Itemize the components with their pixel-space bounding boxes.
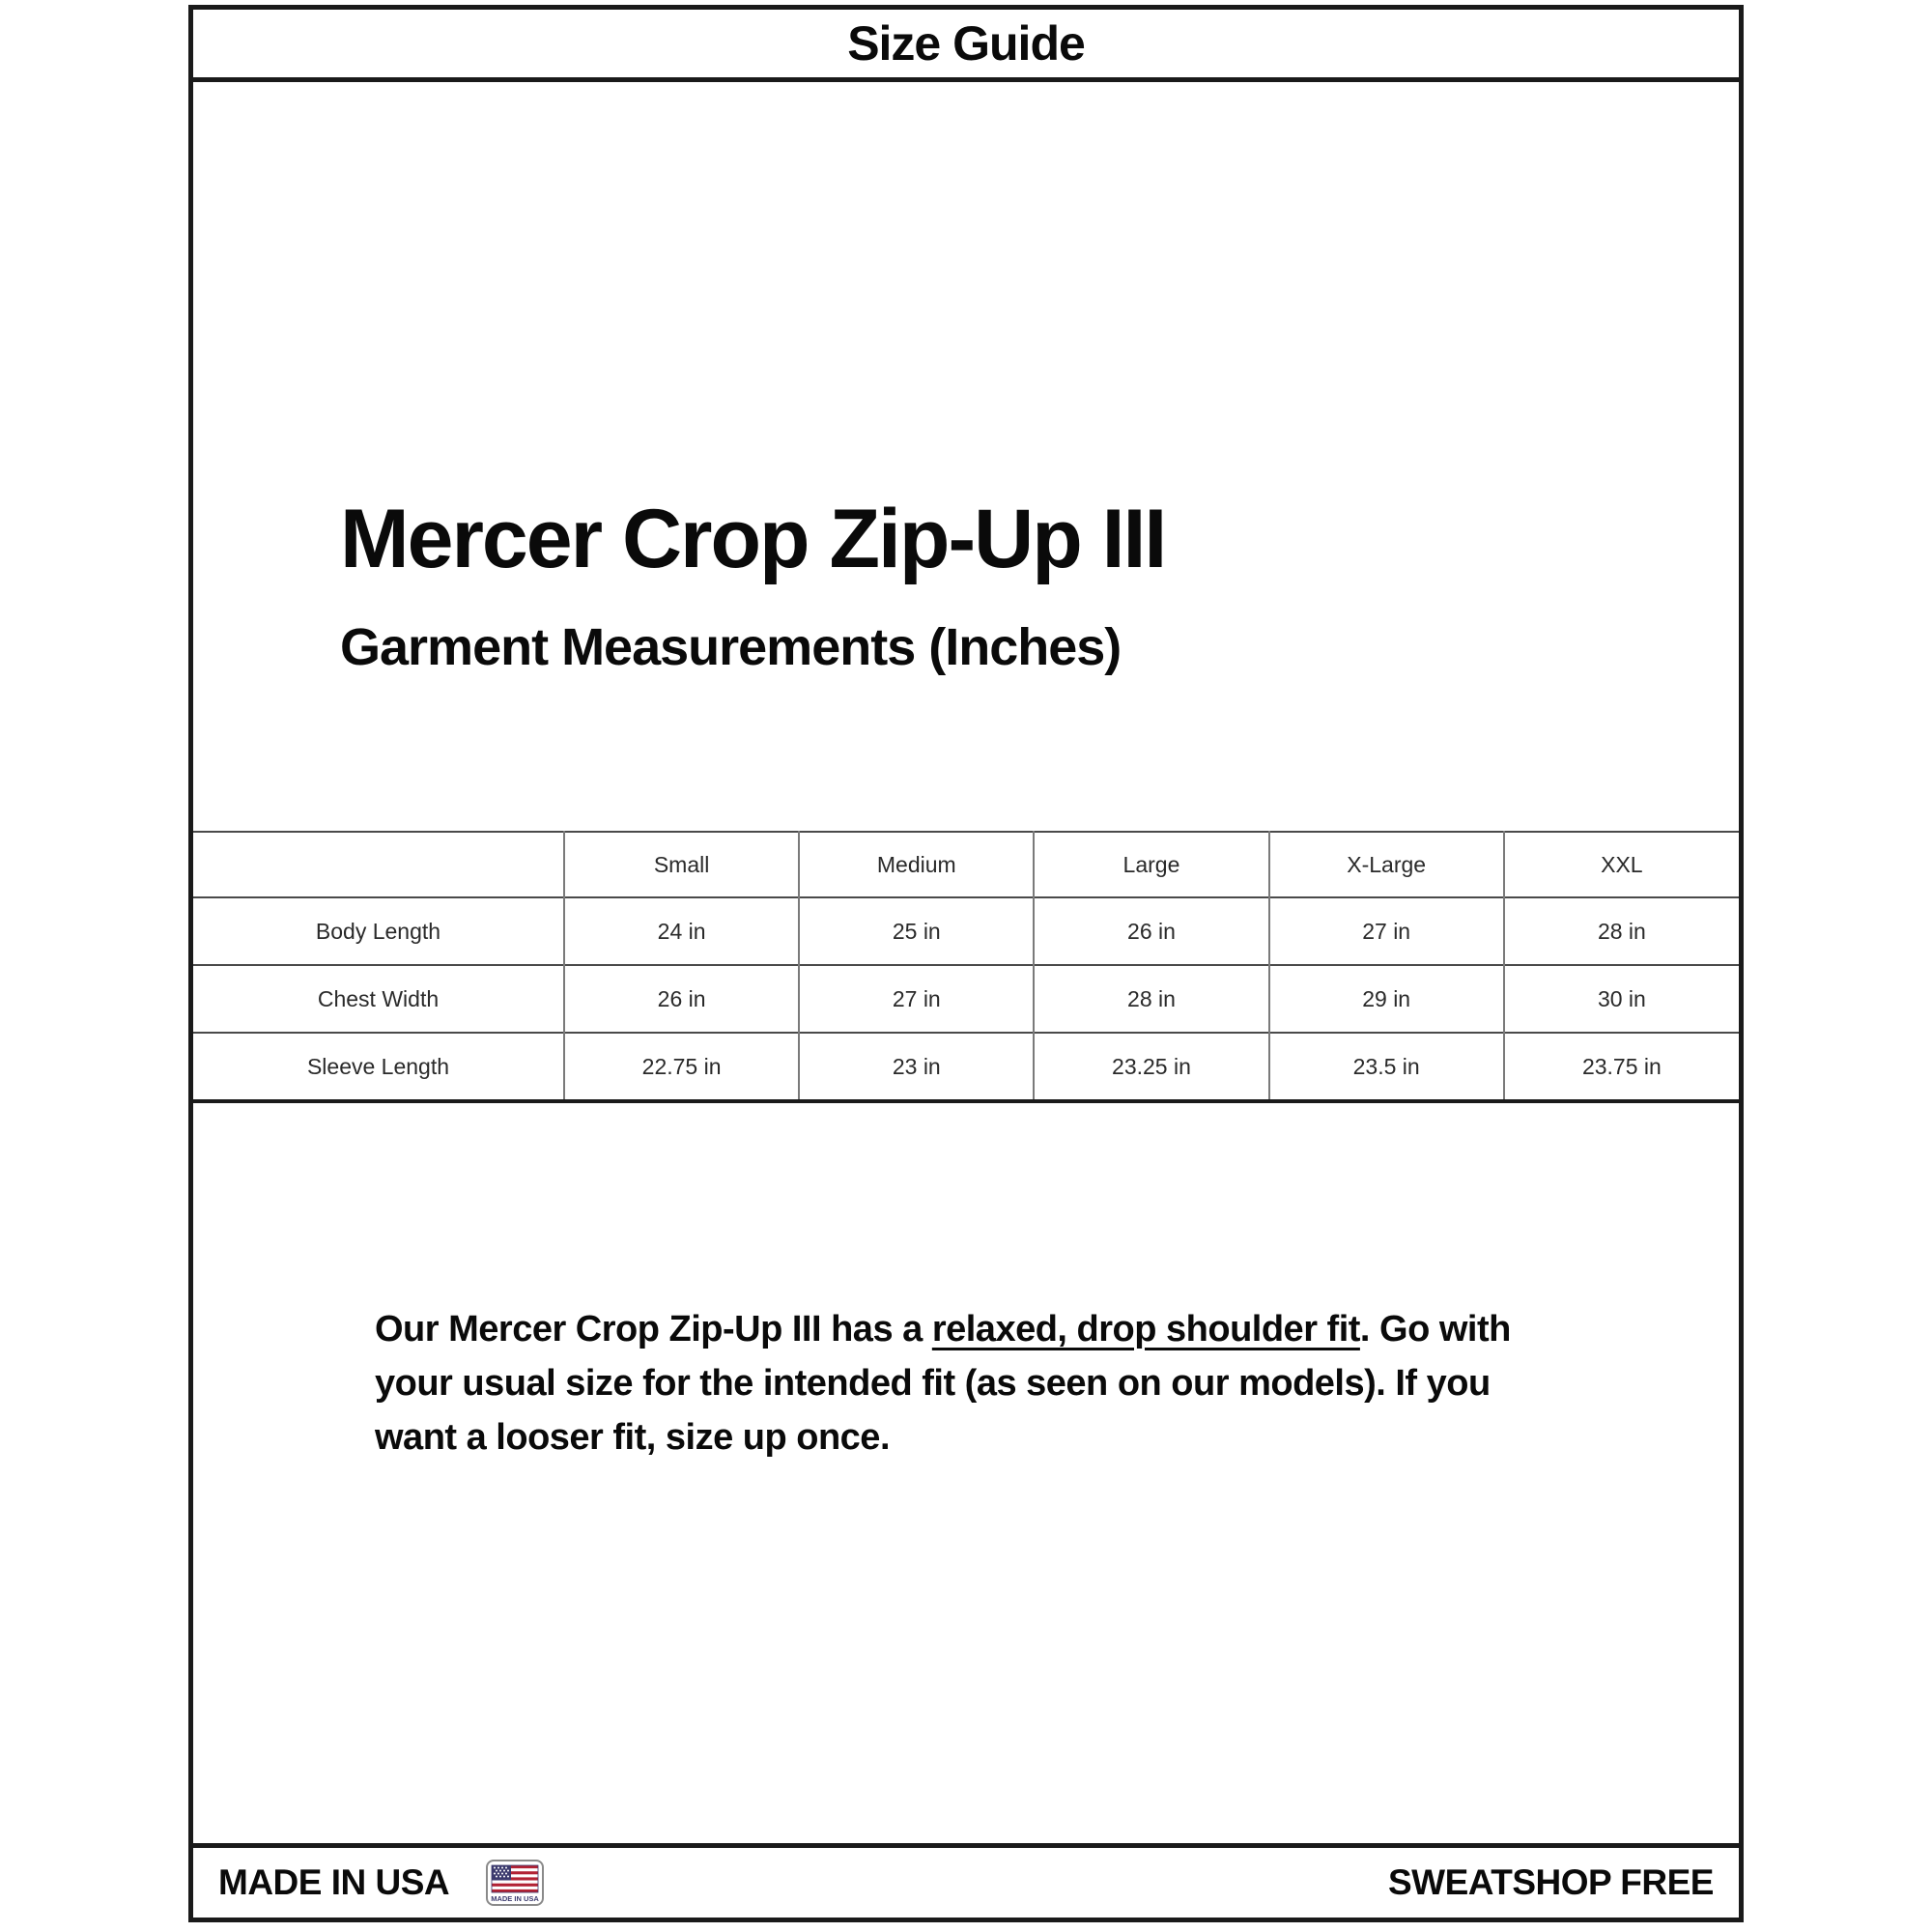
- fit-description-underlined-phrase: relaxed, drop shoulder fit: [931, 1309, 1360, 1350]
- measurement-cell: 23.75 in: [1504, 1033, 1739, 1101]
- flag-badge-label: MADE IN USA: [491, 1894, 539, 1903]
- page-footer: [193, 1843, 1739, 1918]
- page-title: Size Guide: [847, 16, 1085, 71]
- row-label: Chest Width: [193, 965, 564, 1033]
- size-column-header: Large: [1034, 832, 1268, 897]
- measurement-cell: 28 in: [1034, 965, 1268, 1033]
- measurement-cell: 23.5 in: [1269, 1033, 1504, 1101]
- fit-description-text: your usual size for the intended fit (as seen on our models). If you: [375, 1363, 1491, 1404]
- made-in-usa-label: MADE IN USA: [218, 1862, 450, 1902]
- size-guide-header: [193, 10, 1739, 82]
- fit-description: [375, 1302, 1592, 1464]
- product-title: Mercer Crop Zip-Up III: [340, 493, 1166, 585]
- measurement-cell: 28 in: [1504, 897, 1739, 965]
- size-table: [193, 831, 1739, 1103]
- table-row-body-length: [193, 897, 1739, 965]
- table-row-chest-width: [193, 965, 1739, 1033]
- measurement-cell: 24 in: [564, 897, 799, 965]
- fit-description-text: . Go with: [1359, 1309, 1511, 1350]
- measurement-cell: 27 in: [799, 965, 1034, 1033]
- size-column-header: X-Large: [1269, 832, 1504, 897]
- measurement-cell: 30 in: [1504, 965, 1739, 1033]
- size-table-header-row: [193, 832, 1739, 897]
- measurement-cell: 23.25 in: [1034, 1033, 1268, 1101]
- size-column-header: Medium: [799, 832, 1034, 897]
- usa-flag-icon: [486, 1860, 544, 1906]
- page-frame: [188, 5, 1744, 1922]
- measurement-cell: 26 in: [564, 965, 799, 1033]
- fit-description-text: want a looser fit, size up once.: [375, 1417, 890, 1458]
- row-label: Body Length: [193, 897, 564, 965]
- measurement-cell: 27 in: [1269, 897, 1504, 965]
- row-label: Sleeve Length: [193, 1033, 564, 1101]
- size-column-header: XXL: [1504, 832, 1739, 897]
- measurement-cell: 25 in: [799, 897, 1034, 965]
- measurement-cell: 22.75 in: [564, 1033, 799, 1101]
- measurement-cell: 29 in: [1269, 965, 1504, 1033]
- measurements-subtitle: Garment Measurements (Inches): [340, 618, 1122, 676]
- sweatshop-free-label: SWEATSHOP FREE: [1387, 1862, 1714, 1902]
- table-row-sleeve-length: [193, 1033, 1739, 1101]
- measurement-cell: 26 in: [1034, 897, 1268, 965]
- size-column-header: Small: [564, 832, 799, 897]
- fit-description-text: Our Mercer Crop Zip-Up III has a: [375, 1309, 932, 1350]
- size-table-corner-cell: [193, 832, 564, 897]
- usa-flag-stripes: [492, 1865, 538, 1892]
- measurement-cell: 23 in: [799, 1033, 1034, 1101]
